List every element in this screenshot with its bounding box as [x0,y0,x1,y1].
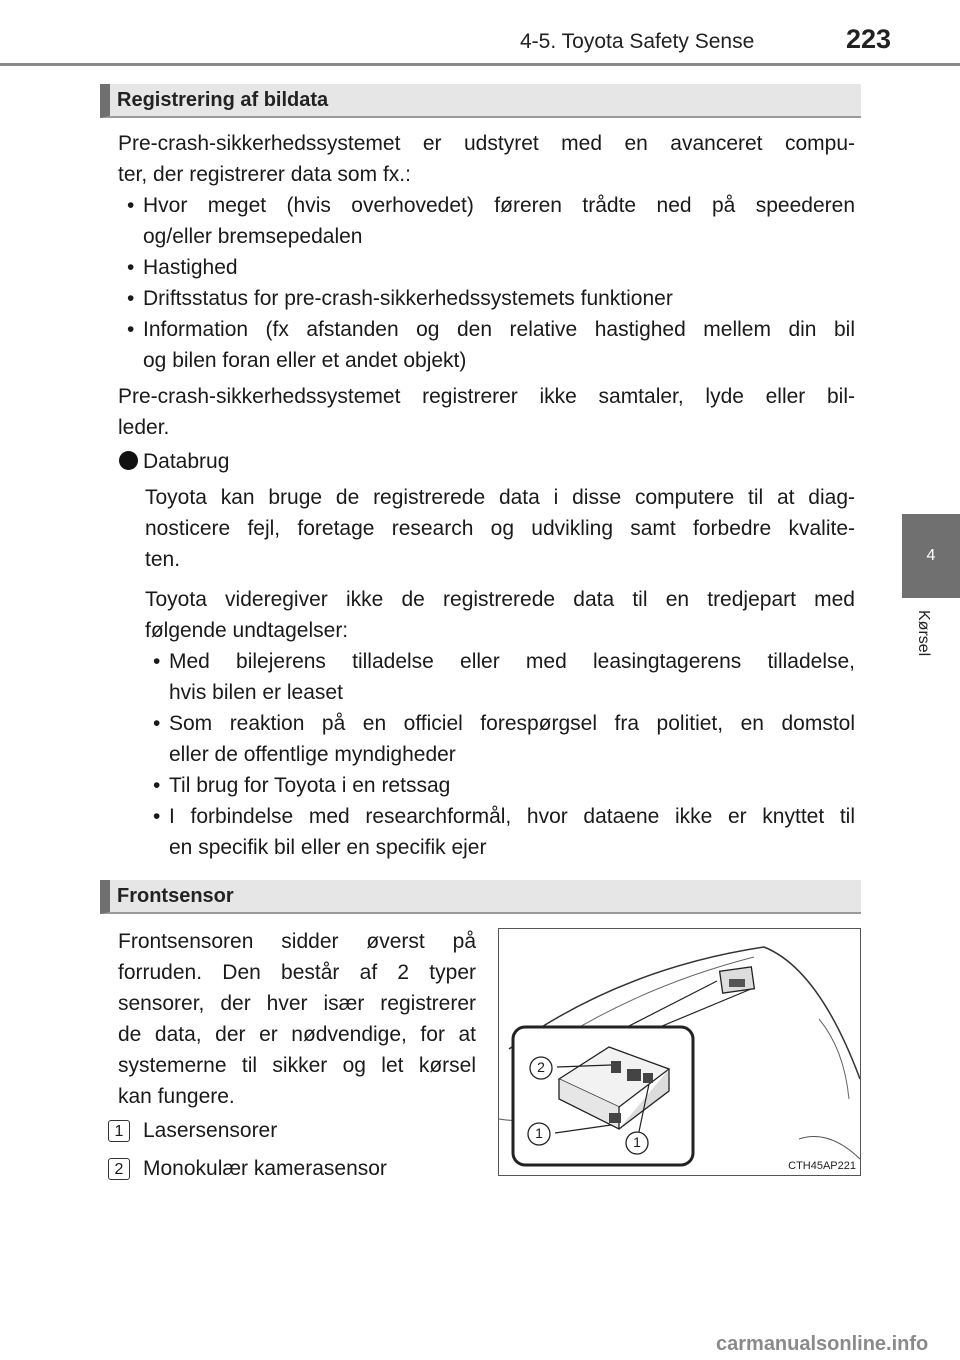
exception-text: I forbindelse med researchformål, hvor dataene ikke er knyttet til [169,805,855,828]
sensor-drawing [499,929,860,1175]
exception-text: en specifik bil eller en specifik ejer [169,836,487,859]
no-record-text: Pre-crash-sikkerhedssystemet registrerer ikke samtaler, lyde eller bil- [118,385,855,408]
intro-line: Pre-crash-sikkerhedssystemet er udstyret med en avanceret compu- [118,132,855,155]
usage-text: Toyota kan bruge de registrerede data i disse computere til at diag- [145,486,855,509]
frontsensor-desc: systemerne til sikker og let kørsel [118,1054,476,1077]
header-divider [0,63,960,66]
frontsensor-desc: Frontsensoren sidder øverst på [118,930,476,953]
front-sensor-illustration [498,928,861,1176]
frontsensor-desc: kan fungere. [118,1085,235,1108]
usage-text: ten. [145,548,181,571]
usage-heading: Databrug [143,450,230,473]
bullet-text: Hvor meget (hvis overhovedet) føreren trådte ned på speederen [143,194,855,217]
bullet-marker: • [153,774,161,797]
section-title-frontsensor: Frontsensor [100,880,861,914]
no-record-text: leder. [118,416,170,439]
item-label: Lasersensorer [143,1119,278,1142]
usage-text: nosticere fejl, foretage research og udvikling samt forbedre kvalite- [145,517,855,540]
frontsensor-desc: sensorer, der hver især registrerer [118,992,476,1015]
bullet-marker: • [153,712,161,735]
item-number-badge: 1 [108,1120,130,1142]
item-label: Monokulær kamerasensor [143,1157,387,1180]
bullet-text: Information (fx afstanden og den relative hastighed mellem din bil [143,318,855,341]
filled-circle-icon [119,451,138,470]
item-number-badge: 2 [108,1158,130,1180]
frontsensor-desc: de data, der er nødvendige, for at [118,1023,476,1046]
bullet-marker: • [127,318,135,341]
bullet-text: Driftsstatus for pre-crash-sikkerhedssystemets funktioner [143,287,673,310]
callout-number: 1 [535,1125,543,1141]
callout-number: 1 [633,1134,641,1150]
page-number: 223 [846,24,892,54]
callout-number: 2 [537,1059,545,1075]
watermark: carmanualsonline.info [716,1333,929,1355]
bullet-marker: • [153,650,161,673]
figure-code: CTH45AP221 [788,1160,856,1172]
frontsensor-desc: forruden. Den består af 2 typer [118,961,476,984]
exception-text: eller de offentlige myndigheder [169,743,456,766]
section-title-registration: Registrering af bildata [100,84,861,118]
chapter-tab: 4 [902,514,960,598]
chapter-label: Kørsel [915,610,932,657]
intro-line: ter, der registrerer data som fx.: [118,163,411,186]
bullet-marker: • [127,194,135,217]
bullet-text: og/eller bremsepedalen [143,225,363,248]
exception-text: Til brug for Toyota i en retssag [169,774,451,797]
exception-text: Som reaktion på en officiel forespørgsel fra politiet, en domstol [169,712,855,735]
bullet-text: Hastighed [143,256,238,279]
exception-text: hvis bilen er leaset [169,681,343,704]
usage-text: Toyota videregiver ikke de registrerede data til en tredjepart med [145,588,855,611]
bullet-marker: • [127,256,135,279]
bullet-marker: • [153,805,161,828]
section-heading: 4-5. Toyota Safety Sense [520,30,755,53]
usage-text: følgende undtagelser: [145,619,349,642]
exception-text: Med bilejerens tilladelse eller med leasingtagerens tilladelse, [169,650,855,673]
bullet-marker: • [127,287,135,310]
bullet-text: og bilen foran eller et andet objekt) [143,349,467,372]
